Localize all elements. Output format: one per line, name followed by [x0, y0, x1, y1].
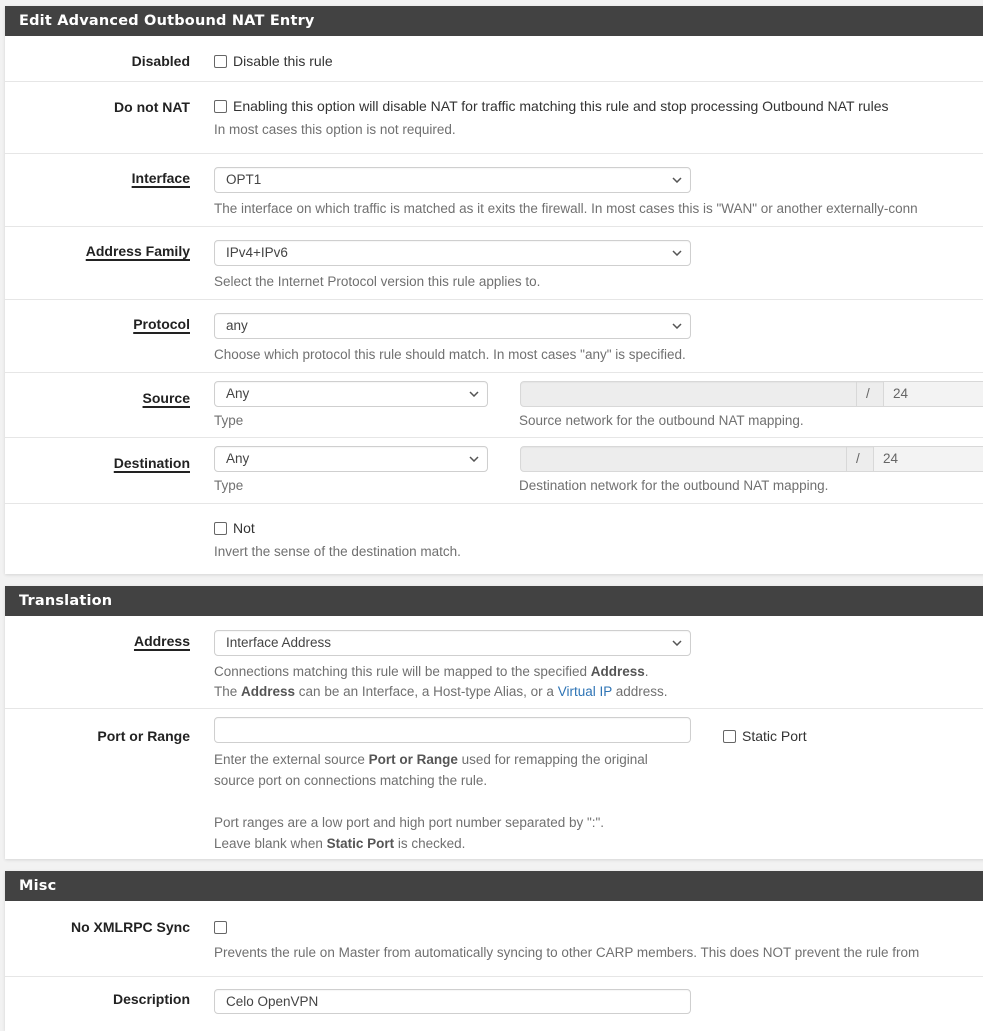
label-source[interactable]: Source — [142, 390, 190, 406]
address-family-select[interactable] — [214, 240, 691, 266]
row-xmlrpc — [5, 901, 983, 977]
destination-not-label: Not — [233, 520, 255, 536]
address-family-select-value: IPv4+IPv6 — [226, 245, 288, 260]
port-range-input[interactable] — [214, 717, 691, 743]
row-description — [5, 977, 983, 1031]
destination-slash-addon: / — [846, 447, 869, 471]
row-translation-address — [5, 616, 983, 709]
protocol-help: Choose which protocol this rule should match. In most cases "any" is specified. — [214, 347, 686, 362]
row-destination-not — [5, 504, 983, 574]
row-source — [5, 373, 983, 438]
source-network-input[interactable] — [520, 381, 983, 407]
translation-address-select[interactable] — [214, 630, 691, 656]
disable-rule-label: Disable this rule — [233, 53, 333, 69]
misc-panel — [5, 871, 983, 1031]
source-type-help: Type — [214, 413, 244, 428]
description-value: Celo OpenVPN — [226, 994, 319, 1009]
row-destination — [5, 438, 983, 504]
xmlrpc-help: Prevents the rule on Master from automatically syncing to other CARP members. This does NOT prevent the rule from — [214, 945, 920, 960]
panel-title: Translation — [5, 586, 983, 616]
protocol-select-value: any — [226, 318, 248, 333]
destination-type-help: Type — [214, 478, 244, 493]
label-translation-address[interactable]: Address — [133, 633, 190, 649]
label-xmlrpc: No XMLRPC Sync — [70, 919, 190, 935]
chevron-down-icon — [672, 241, 682, 256]
static-port-checkbox[interactable] — [723, 730, 736, 743]
chevron-down-icon — [469, 382, 479, 397]
label-nonat: Do not NAT — [114, 99, 190, 115]
source-type-select[interactable] — [214, 381, 488, 407]
source-mask-select[interactable]: 24 — [883, 382, 983, 406]
translation-address-value: Interface Address — [226, 635, 332, 650]
chevron-down-icon — [469, 447, 479, 462]
interface-select-value: OPT1 — [226, 172, 262, 187]
label-disabled: Disabled — [131, 53, 190, 69]
port-range-help: Enter the external source Port or Range used for remapping the original source port on connections matching the rule. Port ranges are a low port and high port number separated by ":". Leave blank when Static Port is checked. — [214, 752, 648, 851]
chevron-down-icon — [672, 631, 682, 646]
nonat-checkbox-label: Enabling this option will disable NAT for traffic matching this rule and stop processing Outbound NAT rules — [233, 98, 889, 114]
row-protocol — [5, 300, 983, 373]
row-address-family — [5, 227, 983, 300]
source-type-value: Any — [226, 386, 250, 401]
interface-help: The interface on which traffic is matched as it exits the firewall. In most cases this is "WAN" or another externally-conn — [214, 201, 918, 216]
static-port-label: Static Port — [742, 728, 807, 744]
virtual-ip-link[interactable]: Virtual IP — [557, 684, 612, 699]
chevron-down-icon — [672, 314, 682, 329]
protocol-select[interactable] — [214, 313, 691, 339]
destination-network-input[interactable] — [520, 446, 983, 472]
description-input[interactable] — [214, 989, 691, 1014]
label-interface[interactable]: Interface — [131, 170, 190, 186]
nonat-checkbox[interactable] — [214, 100, 227, 113]
label-address-family[interactable]: Address Family — [85, 243, 190, 259]
row-nonat — [5, 82, 983, 154]
destination-not-checkbox[interactable] — [214, 522, 227, 535]
destination-type-value: Any — [226, 451, 250, 466]
interface-select[interactable] — [214, 167, 691, 193]
edit-nat-panel — [5, 6, 983, 574]
row-disabled — [5, 36, 983, 82]
translation-panel — [5, 586, 983, 859]
destination-type-select[interactable] — [214, 446, 488, 472]
panel-title: Edit Advanced Outbound NAT Entry — [5, 6, 983, 36]
address-family-help: Select the Internet Protocol version this rule applies to. — [214, 274, 541, 289]
row-interface — [5, 154, 983, 227]
chevron-down-icon — [672, 168, 682, 183]
row-port-range — [5, 709, 983, 859]
destination-network-help: Destination network for the outbound NAT mapping. — [519, 478, 829, 493]
nonat-help: In most cases this option is not required. — [214, 122, 456, 137]
disable-rule-checkbox[interactable] — [214, 55, 227, 68]
label-description: Description — [112, 991, 190, 1007]
destination-mask-select[interactable]: 24 — [873, 447, 983, 471]
source-network-help: Source network for the outbound NAT mapping. — [519, 413, 804, 428]
xmlrpc-checkbox[interactable] — [214, 921, 227, 934]
destination-not-help: Invert the sense of the destination match. — [214, 544, 461, 559]
label-destination[interactable]: Destination — [113, 455, 190, 471]
label-protocol[interactable]: Protocol — [133, 316, 190, 332]
panel-title: Misc — [5, 871, 983, 901]
translation-address-help: Connections matching this rule will be mapped to the specified Address. The Address can be an Interface, a Host-type Alias, or a Virtual IP address. — [214, 664, 668, 699]
source-slash-addon: / — [856, 382, 879, 406]
label-port-range: Port or Range — [97, 728, 190, 744]
